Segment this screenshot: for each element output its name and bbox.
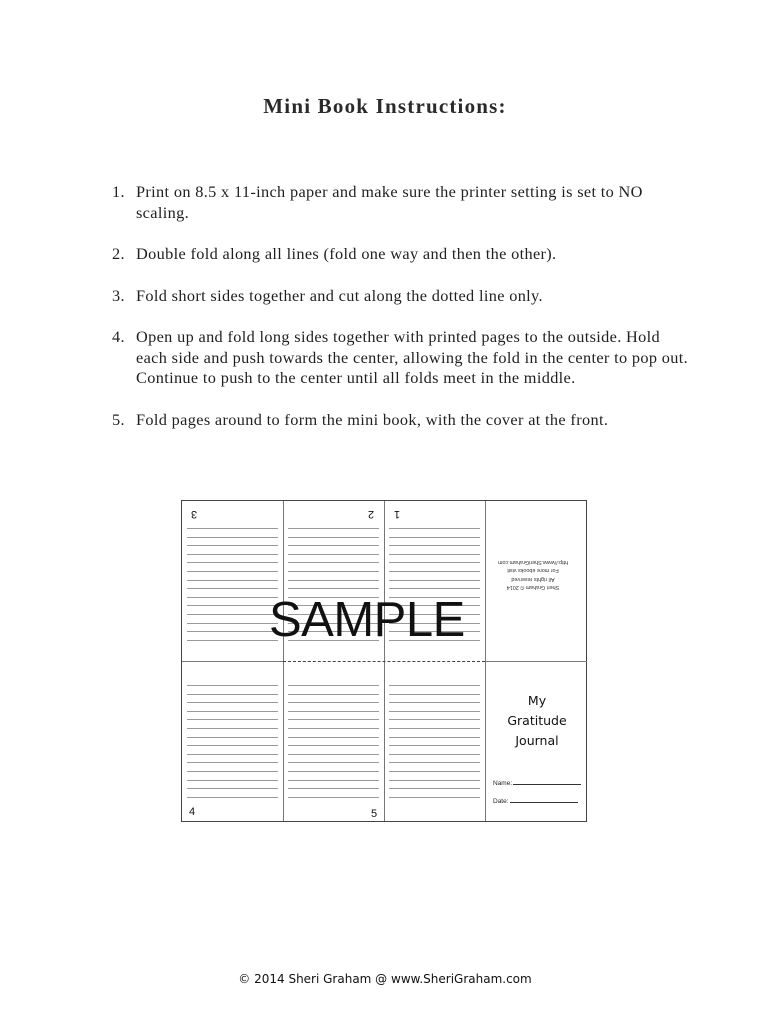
mini-book-preview (181, 500, 587, 822)
writing-lines (389, 685, 480, 805)
cut-line (283, 661, 485, 662)
fold-line (182, 661, 283, 662)
step-text: Open up and fold long sides together with printed pages to the outside. Hold each side and push towards the center, allowing the fold in the center to pop out. Continue to push to the center until all folds meet in the middle. (136, 327, 689, 387)
writing-lines (187, 528, 278, 648)
sample-watermark: SAMPLE (269, 593, 465, 647)
step-text: Fold short sides together and cut along the dotted line only. (136, 285, 543, 305)
writing-lines (288, 685, 379, 805)
page-number-5: 5 (371, 808, 378, 820)
name-field (493, 778, 581, 787)
step-number: 5. (112, 409, 125, 429)
step-number: 1. (112, 182, 125, 201)
page-number-2: 2 (368, 508, 375, 520)
page-title: Mini Book Instructions: (263, 94, 507, 118)
cover-title: My Gratitude Journal (507, 693, 567, 748)
instruction-step (112, 327, 692, 389)
instruction-step (112, 286, 692, 307)
writing-lines (187, 685, 278, 805)
instruction-step (112, 410, 692, 431)
instructions-list (112, 182, 692, 451)
instruction-step (112, 182, 692, 223)
step-text: Fold pages around to form the mini book, with the cover at the front. (136, 409, 609, 429)
publisher-note: Sheri Graham © 2014 All rights reserved For more ebooks visit http://www.SheriGraham.com (497, 558, 569, 590)
step-number: 2. (112, 244, 125, 263)
step-number: 3. (112, 285, 125, 305)
step-text: Double fold along all lines (fold one way and then the other). (136, 244, 557, 263)
page-number-1: 1 (394, 508, 401, 520)
step-number: 4. (112, 327, 125, 346)
name-label: Name: (493, 780, 513, 787)
step-text: Print on 8.5 x 11-inch paper and make sure the printer setting is set to NO scaling. (136, 182, 643, 222)
instruction-step (112, 244, 692, 265)
date-label: Date: (493, 798, 509, 805)
date-field (493, 796, 578, 805)
page-number-3: 3 (191, 508, 198, 520)
page-footer: © 2014 Sheri Graham @ www.SheriGraham.com (238, 972, 532, 986)
page-number-4: 4 (189, 806, 196, 818)
fold-line (485, 661, 587, 662)
